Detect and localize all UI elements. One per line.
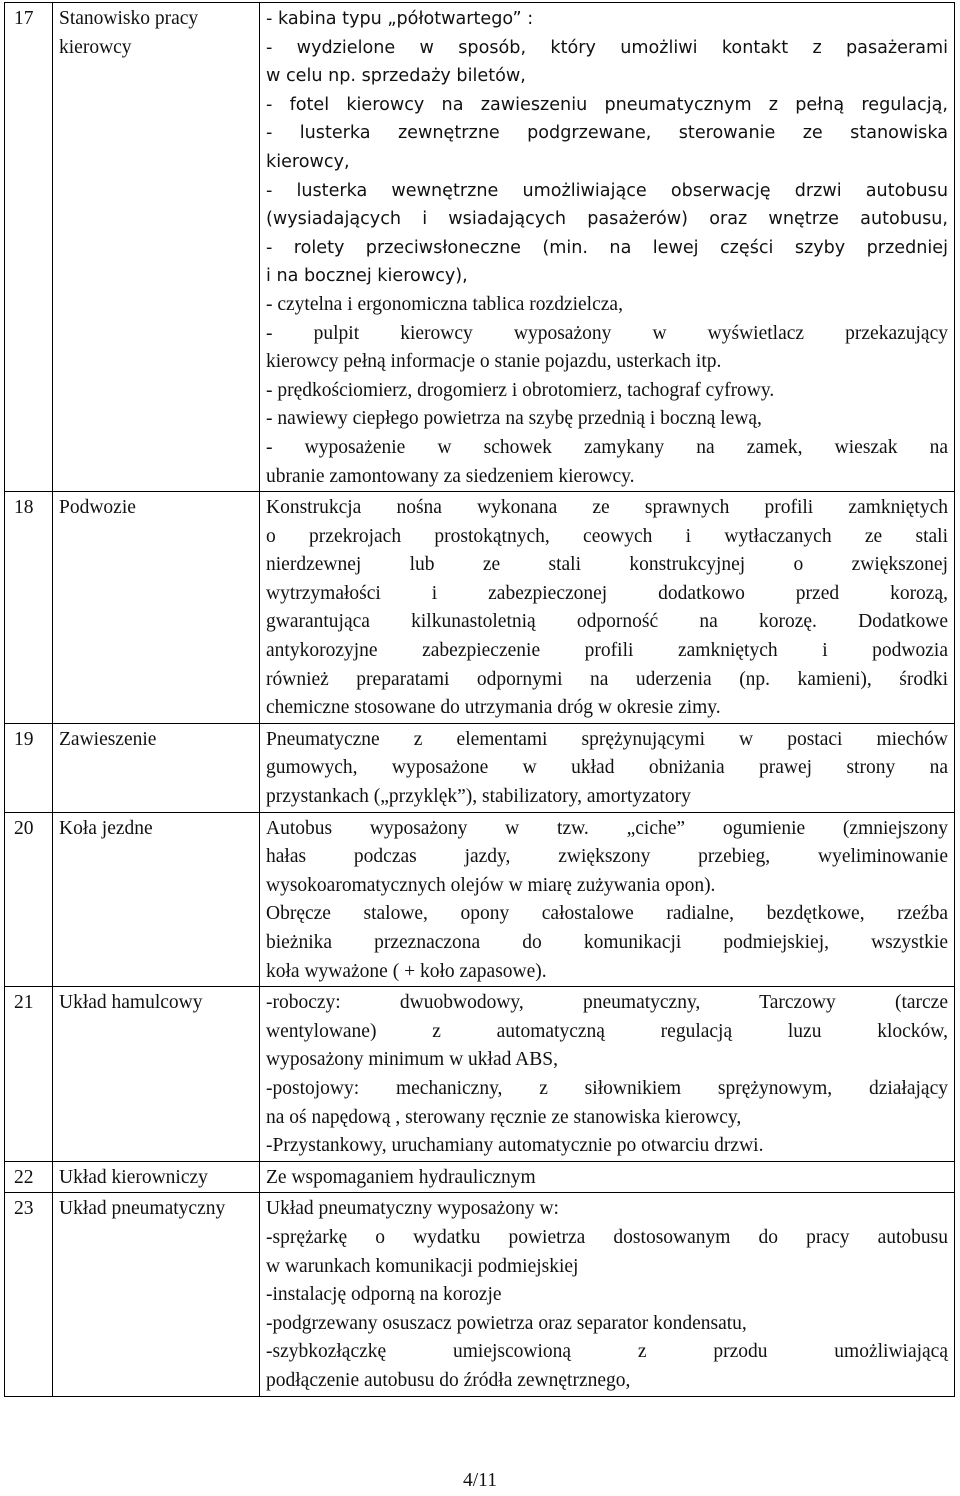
description-line: kierowcy pełną informacje o stanie pojazdu, usterkach itp.: [266, 351, 722, 373]
description-line: Obręcze stalowe, opony całostalowe radialne, bezdętkowe, rzeźba: [266, 903, 948, 925]
description-line: nierdzewnej lub ze stali konstrukcyjnej o zwiększonej: [266, 554, 948, 576]
description-line: wyposażony minimum w układ ABS,: [266, 1049, 558, 1071]
description-line: Układ pneumatyczny wyposażony w:: [266, 1198, 559, 1220]
row-description: [260, 987, 955, 1162]
description-line: Ze wspomaganiem hydraulicznym: [266, 1166, 536, 1188]
page-number: 4/11: [463, 1470, 497, 1491]
description-line: gumowych, wyposażone w układ obniżania prawej strony na: [266, 757, 948, 779]
row-number: 22: [5, 1161, 53, 1193]
row-description: [260, 812, 955, 987]
row-name: Podwozie: [53, 492, 260, 724]
row-description: [260, 3, 955, 492]
table-row: [5, 1193, 955, 1396]
row-name: Zawieszenie: [53, 723, 260, 812]
description-line: - pulpit kierowcy wyposażony w wyświetlacz przekazujący: [266, 322, 948, 344]
description-line: - wyposażenie w schowek zamykany na zamek, wieszak na: [266, 436, 948, 458]
description-line: - fotel kierowcy na zawieszeniu pneumatycznym z pełną regulacją,: [266, 94, 948, 115]
description-line: - rolety przeciwsłoneczne (min. na lewej części szyby przedniej: [266, 237, 948, 258]
table-row: [5, 3, 955, 492]
description-line: -podgrzewany osuszacz powietrza oraz separator kondensatu,: [266, 1312, 747, 1334]
row-number: 18: [5, 492, 53, 724]
description-line: -roboczy: dwuobwodowy, pneumatyczny, Tarczowy (tarcze: [266, 992, 948, 1014]
description-line: antykorozyjne zabezpieczenie profili zamkniętych i podwozia: [266, 640, 948, 662]
description-line: -Przystankowy, uruchamiany automatycznie po otwarciu drzwi.: [266, 1135, 764, 1157]
row-number: 20: [5, 812, 53, 987]
description-line: -instalację odporną na korozje: [266, 1284, 502, 1306]
specification-table: [4, 2, 955, 1397]
description-line: chemiczne stosowane do utrzymania dróg w okresie zimy.: [266, 697, 721, 719]
row-number: 17: [5, 3, 53, 492]
description-line: - czytelna i ergonomiczna tablica rozdzielcza,: [266, 293, 623, 315]
description-line: - nawiewy ciepłego powietrza na szybę przednią i boczną lewą,: [266, 408, 762, 430]
description-line: również preparatami odpornymi na uderzenia (np. kamieni), środki: [266, 668, 948, 690]
description-line: - prędkościomierz, drogomierz i obrotomierz, tachograf cyfrowy.: [266, 379, 775, 401]
row-number: 21: [5, 987, 53, 1162]
table-row: [5, 723, 955, 812]
row-description: [260, 723, 955, 812]
description-line: kierowcy,: [266, 151, 350, 172]
description-line: -sprężarkę o wydatku powietrza dostosowanym do pracy autobusu: [266, 1226, 948, 1248]
description-line: i na bocznej kierowcy),: [266, 266, 468, 287]
description-line: wysokoaromatycznych olejów w miarę zużywania opon).: [266, 874, 716, 896]
description-line: koła wyważone ( + koło zapasowe).: [266, 960, 547, 982]
table-row: [5, 1161, 955, 1193]
description-line: - wydzielone w sposób, który umożliwi kontakt z pasażerami: [266, 37, 948, 58]
row-name: Stanowisko pracy kierowcy: [53, 3, 260, 492]
description-line: -postojowy: mechaniczny, z siłownikiem sprężynowym, działający: [266, 1077, 948, 1099]
row-name: Układ hamulcowy: [53, 987, 260, 1162]
description-line: wentylowane) z automatyczną regulacją luzu klocków,: [266, 1020, 948, 1042]
description-line: bieżnika przeznaczona do komunikacji podmiejskiej, wszystkie: [266, 932, 948, 953]
description-line: ubranie zamontowany za siedzeniem kierowcy.: [266, 465, 635, 487]
row-number: 23: [5, 1193, 53, 1396]
table-row: [5, 987, 955, 1162]
description-line: przystankach („przyklęk”), stabilizatory, amortyzatory: [266, 786, 691, 808]
description-line: podłączenie autobusu do źródła zewnętrznego,: [266, 1369, 631, 1391]
description-line: o przekrojach prostokątnych, ceowych i wytłaczanych ze stali: [266, 525, 948, 547]
row-name: Koła jezdne: [53, 812, 260, 987]
description-line: gwarantująca kilkunastoletnią odporność na korozę. Dodatkowe: [266, 611, 948, 633]
description-line: - lusterka zewnętrzne podgrzewane, sterowanie ze stanowiska: [266, 123, 948, 144]
description-line: na oś napędową , sterowany ręcznie ze stanowiska kierowcy,: [266, 1106, 742, 1128]
row-description: [260, 492, 955, 724]
description-line: w warunkach komunikacji podmiejskiej: [266, 1255, 579, 1277]
description-line: (wysiadających i wsiadających pasażerów) oraz wnętrze autobusu,: [266, 209, 948, 230]
description-line: Konstrukcja nośna wykonana ze sprawnych profili zamkniętych: [266, 497, 948, 519]
table-row: [5, 492, 955, 724]
row-name: Układ kierowniczy: [53, 1161, 260, 1193]
table-row: [5, 812, 955, 987]
row-description: [260, 1161, 955, 1193]
description-line: w celu np. sprzedaży biletów,: [266, 66, 526, 87]
description-line: -szybkozłączkę umiejscowioną z przodu umożliwiającą: [266, 1341, 948, 1363]
row-number: 19: [5, 723, 53, 812]
description-line: Pneumatyczne z elementami sprężynującymi w postaci miechów: [266, 728, 948, 750]
row-description: [260, 1193, 955, 1396]
row-name: Układ pneumatyczny: [53, 1193, 260, 1396]
description-line: - lusterka wewnętrzne umożliwiające obserwację drzwi autobusu: [266, 180, 948, 201]
description-line: - kabina typu „półotwartego” :: [266, 9, 534, 29]
description-line: Autobus wyposażony w tzw. „ciche” ogumienie (zmniejszony: [266, 817, 948, 839]
description-line: wytrzymałości i zabezpieczonej dodatkowo przed korozą,: [266, 582, 948, 604]
description-line: hałas podczas jazdy, zwiększony przebieg, wyeliminowanie: [266, 846, 948, 868]
